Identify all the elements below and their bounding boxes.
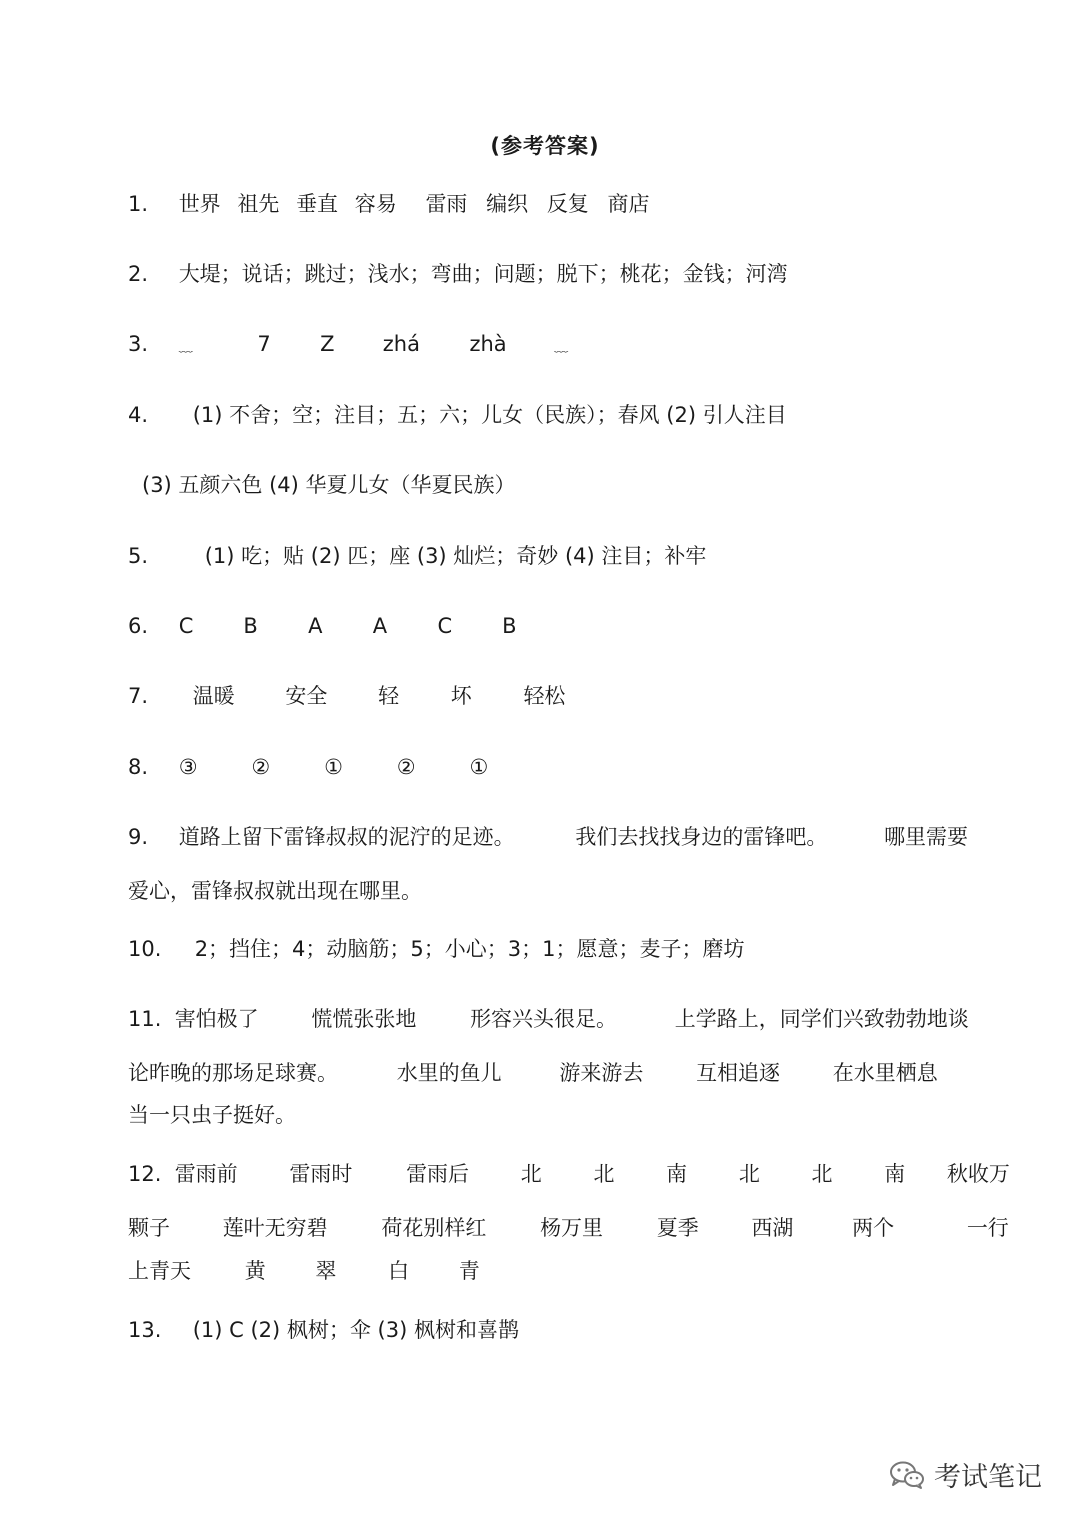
answer-item: C: [437, 614, 453, 638]
answer-item: ﹏: [554, 339, 569, 355]
answer-item: C: [178, 614, 194, 638]
answer-item: 北: [593, 1162, 615, 1186]
answer-item: 雷雨时: [289, 1162, 353, 1186]
answer-item: 害怕极了: [174, 1007, 259, 1031]
answer-number: 11.: [128, 1007, 162, 1031]
answer-item: 荷花别样红: [381, 1216, 487, 1240]
answer-9-cont: [128, 876, 422, 906]
answer-item: 我们去找找身边的雷锋吧。: [575, 825, 828, 849]
answer-item: 轻松: [523, 684, 566, 708]
answer-12-cont2: [128, 1256, 480, 1286]
answer-item: 编织: [486, 192, 529, 216]
answer-item: 坏: [450, 684, 472, 708]
answer-number: 7.: [128, 684, 149, 708]
answer-item: 轻: [378, 684, 400, 708]
answer-item: ③: [178, 755, 198, 779]
answer-item: ①: [324, 755, 343, 779]
answer-item: 世界: [178, 192, 221, 216]
answer-item: B: [502, 614, 517, 638]
answer-item: 两个: [852, 1216, 895, 1240]
answer-12-cont: [128, 1213, 1009, 1243]
answer-item: 北: [520, 1162, 542, 1186]
answer-item: ②: [396, 755, 416, 779]
answer-13: [128, 1315, 519, 1345]
answer-item: 7: [257, 332, 271, 356]
answer-11-cont2: [128, 1100, 296, 1130]
page-title: (参考答案): [490, 134, 600, 158]
answer-item: 道路上留下雷锋叔叔的泥泞的足迹。: [178, 825, 515, 849]
wechat-icon: [888, 1460, 926, 1490]
answer-number: 3.: [128, 332, 149, 356]
answer-item: zhà: [469, 332, 507, 356]
answer-11: [128, 1004, 969, 1034]
answer-5: [128, 541, 706, 571]
answer-item: ﹏: [178, 339, 193, 355]
answer-item: 雷雨: [425, 192, 468, 216]
answer-item: 雷雨前: [174, 1162, 238, 1186]
answer-item: 白: [388, 1259, 410, 1283]
answer-item: 秋收万: [946, 1162, 1010, 1186]
answer-item: Z: [320, 332, 335, 356]
answer-item: 水里的鱼儿: [396, 1061, 502, 1085]
answer-item: 西湖: [751, 1216, 794, 1240]
answer-7: [128, 681, 565, 711]
answer-number: 8.: [128, 755, 149, 779]
answer-2: [128, 259, 788, 289]
answer-item: 祖先: [237, 192, 280, 216]
answer-text: (1) 不舍；空；注目；五；六；儿女（民族）；春风 (2) 引人注目: [192, 403, 787, 427]
answer-9: [128, 822, 968, 852]
answer-4-cont: [142, 470, 516, 500]
answer-4: [128, 400, 787, 430]
watermark-label: 考试笔记: [934, 1462, 1042, 1493]
answer-item: 上学路上，同学们兴致勃勃地谈: [674, 1007, 969, 1031]
answer-number: 6.: [128, 614, 149, 638]
answer-number: 9.: [128, 825, 149, 849]
answer-item: 雷雨后: [406, 1162, 470, 1186]
answer-item: 容易: [354, 192, 397, 216]
answer-number: 4.: [128, 403, 149, 427]
answer-item: 安全: [285, 684, 328, 708]
answer-number: 10.: [128, 937, 162, 961]
answer-text: (1) C (2) 枫树；伞 (3) 枫树和喜鹊: [192, 1318, 519, 1342]
answer-item: 翠: [315, 1259, 337, 1283]
answer-item: 北: [738, 1162, 760, 1186]
answer-item: zhá: [382, 332, 420, 356]
answer-item: 北: [811, 1162, 833, 1186]
answer-1: [128, 189, 650, 219]
answer-item: A: [308, 614, 323, 638]
answer-item: 夏季: [656, 1216, 699, 1240]
answer-item: 温暖: [192, 684, 235, 708]
answer-text: 当一只虫子挺好。: [128, 1103, 296, 1127]
answer-item: 在水里栖息: [832, 1061, 938, 1085]
answer-number: 5.: [128, 544, 149, 568]
answer-text: (1) 吃；贴 (2) 匹；座 (3) 灿烂；奇妙 (4) 注目；补牢: [204, 544, 707, 568]
answer-item: 互相追逐: [696, 1061, 781, 1085]
answer-item: 杨万里: [540, 1216, 604, 1240]
answer-item: 上青天: [128, 1259, 191, 1283]
answer-text: 爱心，雷锋叔叔就出现在哪里。: [128, 879, 422, 903]
answer-item: ②: [251, 755, 271, 779]
answer-item: 南: [666, 1162, 688, 1186]
answer-number: 13.: [128, 1318, 162, 1342]
answer-item: 莲叶无穷碧: [222, 1216, 328, 1240]
answer-3: [128, 329, 568, 362]
answer-item: 一行: [966, 1216, 1009, 1240]
answer-number: 1.: [128, 192, 149, 216]
answer-item: 黄: [244, 1259, 266, 1283]
answer-item: ①: [469, 755, 489, 779]
answer-8: [128, 752, 488, 782]
answer-text: (3) 五颜六色 (4) 华夏儿女（华夏民族）: [142, 473, 516, 497]
answer-item: 形容兴头很足。: [470, 1007, 618, 1031]
answer-item: 慌慌张张地: [311, 1007, 417, 1031]
answer-item: 商店: [607, 192, 650, 216]
answer-item: 南: [884, 1162, 906, 1186]
answer-item: A: [372, 614, 388, 638]
answer-item: 论昨晚的那场足球赛。: [128, 1061, 338, 1085]
answer-item: 青: [458, 1259, 480, 1283]
answer-item: 垂直: [296, 192, 339, 216]
answer-number: 2.: [128, 262, 149, 286]
answer-item: 哪里需要: [884, 825, 969, 849]
watermark: [888, 1455, 1042, 1494]
answer-text: 大堤；说话；跳过；浅水；弯曲；问题；脱下；桃花；金钱；河湾: [178, 262, 788, 286]
answer-text: 2；挡住；4；动脑筋；5；小心；3；1；愿意；麦子；磨坊: [194, 937, 745, 961]
answer-6: [128, 611, 517, 641]
answer-item: 颗子: [128, 1216, 170, 1240]
answer-10: [128, 934, 745, 964]
answer-item: B: [243, 614, 258, 638]
answer-number: 12.: [128, 1162, 162, 1186]
answer-item: 反复: [546, 192, 589, 216]
answer-11-cont: [128, 1058, 938, 1088]
answer-item: 游来游去: [559, 1061, 644, 1085]
answer-12: [128, 1159, 1010, 1189]
